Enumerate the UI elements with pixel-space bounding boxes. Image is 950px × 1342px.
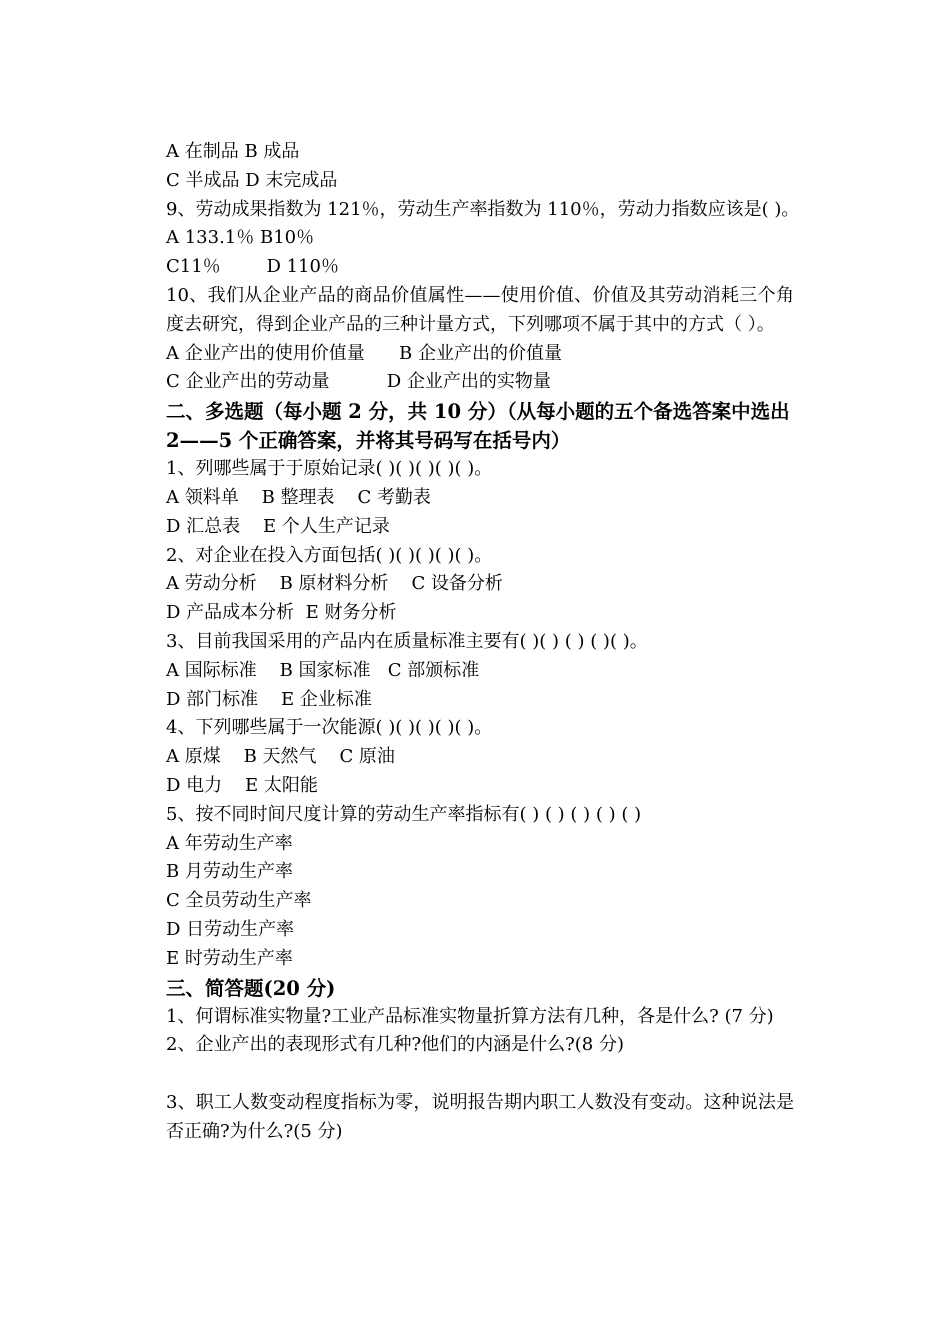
option-line: D 电力 E 太阳能: [166, 774, 318, 796]
question-5: 5、按不同时间尺度计算的劳动生产率指标有( ) ( ) ( ) ( ) ( ): [166, 803, 642, 825]
option-line: A 企业产出的使用价值量 B 企业产出的价值量: [166, 342, 562, 364]
option-line: C 企业产出的劳动量 D 企业产出的实物量: [166, 371, 551, 393]
option-line: C11％ D 110％: [166, 256, 339, 278]
option-line: D 产品成本分析 E 财务分析: [166, 602, 397, 624]
option-line: A 原煤 B 天然气 C 原油: [166, 746, 395, 768]
question-3: 3、目前我国采用的产品内在质量标准主要有( )( ) ( ) ( )( )。: [166, 630, 648, 652]
question-1: 1、列哪些属于于原始记录( )( )( )( )( )。: [166, 458, 493, 480]
option-line: A 133.1％ B10％: [166, 227, 315, 249]
option-line: D 汇总表 E 个人生产记录: [166, 515, 390, 537]
option-line: A 领料单 B 整理表 C 考勤表: [166, 486, 431, 508]
question-4: 4、下列哪些属于一次能源( )( )( )( )( )。: [166, 717, 493, 739]
question-10: 10、我们从企业产品的商品价值属性——使用价值、价值及其劳动消耗三个角度去研究，得到企业产品的三种计量方式，下列哪项不属于其中的方式（ ）。: [166, 284, 794, 335]
short-question-2: 2、企业产出的表现形式有几种?他们的内涵是什么?(8 分): [166, 1034, 624, 1056]
blank-line: [166, 1060, 794, 1089]
option-line: A 年劳动生产率: [166, 832, 293, 854]
short-question-1: 1、何谓标准实物量?工业产品标准实物量折算方法有几种，各是什么? (7 分): [166, 1005, 774, 1027]
option-line: C 全员劳动生产率: [166, 890, 312, 912]
option-line: C 半成品 D 末完成品: [166, 169, 338, 191]
question-2: 2、对企业在投入方面包括( )( )( )( )( )。: [166, 544, 493, 566]
short-question-3: 3、职工人数变动程度指标为零，说明报告期内职工人数没有变动。这种说法是否正确?为什么?(5 分): [166, 1091, 794, 1142]
question-9: 9、劳动成果指数为 121％，劳动生产率指数为 110％，劳动力指数应该是( )。: [166, 198, 800, 220]
section-3-heading: 三、简答题(20 分): [166, 976, 336, 1000]
option-line: B 月劳动生产率: [166, 861, 293, 883]
option-line: A 在制品 B 成品: [166, 141, 300, 162]
option-line: E 时劳动生产率: [166, 947, 293, 969]
option-line: A 劳动分析 B 原材料分析 C 设备分析: [166, 573, 503, 595]
option-line: D 日劳动生产率: [166, 918, 295, 940]
section-2-heading: 二、多选题（每小题 2 分，共 10 分）（从每小题的五个备选答案中选出 2——5 个正确答案，并将其号码写在括号内）: [166, 400, 790, 453]
option-line: D 部门标准 E 企业标准: [166, 688, 372, 710]
document-page: [166, 138, 800, 1147]
option-line: A 国际标准 B 国家标准 C 部颁标准: [166, 659, 480, 681]
